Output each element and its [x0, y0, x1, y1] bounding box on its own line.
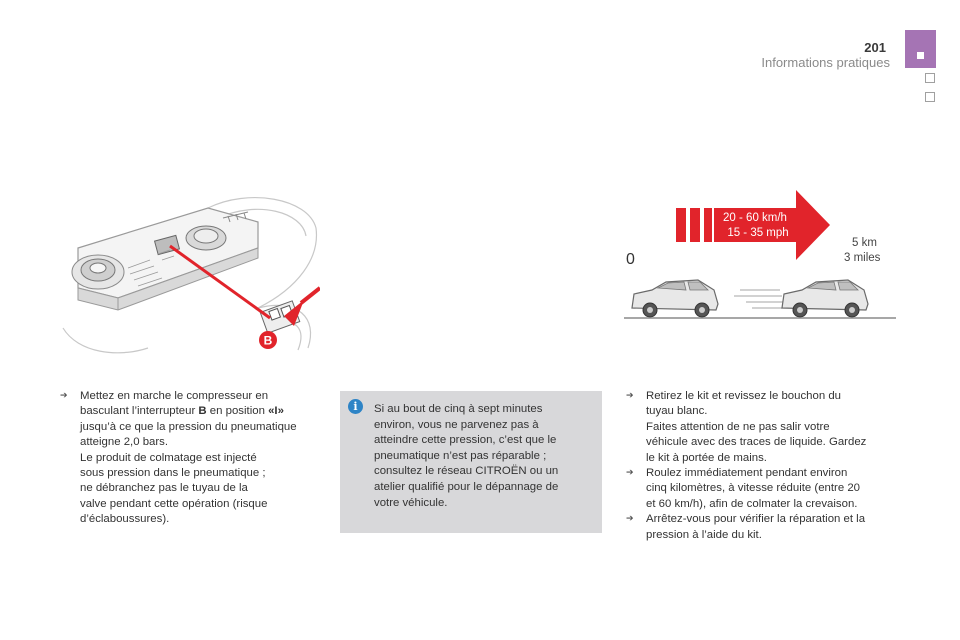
list-item: ➔ Roulez immédiatement pendant environ cinq kilomètres, à vitesse réduite (entre 20 et 60 km/h), afin de colmater la crevaison.	[626, 467, 860, 510]
bullet-arrow-icon: ➔	[626, 468, 634, 479]
list-item: ➔ Mettez en marche le compresseur en basculant l’interrupteur B en position «I» jusqu’à ce que la pression du pneumatique atteigne 2,0 bars. Le produit de colmatage est injecté sous pression dans le pneumatique ; ne débranchez pas le tuyau de la valve pendant cette opération (risque d’éclaboussures).	[60, 390, 297, 526]
note-text: Si au bout de cinq à sept minutes environ, vous ne parvenez pas à atteindre cette pression, c’est que le pneumatique n’est pas réparable ; consultez le réseau CITROËN ou un atelier qualifié pour le dépannage de votre véhicule.	[374, 403, 559, 509]
position-ref: «I»	[268, 405, 284, 418]
motion-lines	[734, 290, 784, 308]
speed-mph: 15 - 35 mph	[727, 227, 789, 239]
info-icon: i	[348, 399, 363, 414]
speed-kmh: 20 - 60 km/h	[723, 212, 787, 224]
bullet-arrow-icon: ➔	[626, 391, 634, 401]
car-stopped-icon	[632, 280, 718, 317]
switch-ref: B	[198, 405, 207, 418]
drive-illustration	[622, 186, 898, 324]
compressor-illustration	[58, 188, 320, 360]
chapter-tab	[925, 73, 935, 83]
bullet-arrow-icon: ➔	[626, 514, 634, 525]
distance-miles: 3 miles	[844, 252, 881, 264]
speed-bar	[676, 208, 686, 242]
left-instructions	[60, 389, 325, 528]
bullet-arrow-icon: ➔	[60, 391, 68, 401]
distance-km: 5 km	[852, 237, 877, 249]
speed-bar	[704, 208, 712, 242]
start-label: 0	[626, 251, 635, 268]
info-note	[340, 391, 602, 533]
switch-label: B	[263, 333, 273, 348]
square-icon	[917, 52, 924, 59]
section-title: Informations pratiques	[761, 55, 890, 70]
compressor-body	[72, 208, 258, 310]
chapter-tab-active	[905, 30, 936, 68]
list-item: ➔ Arrêtez-vous pour vérifier la réparation et la pression à l’aide du kit.	[626, 513, 866, 541]
speed-bar	[690, 208, 700, 242]
page-number: 201	[864, 40, 886, 55]
car-moving-icon	[782, 280, 868, 317]
direction-arrow-icon	[714, 190, 830, 260]
list-item: ➔ Retirez le kit et revissez le bouchon du tuyau blanc. Faites attention de ne pas salir votre véhicule avec des traces de liquide. Gardez le kit à portée de mains.	[626, 390, 867, 464]
chapter-tab	[925, 92, 935, 102]
right-instructions	[626, 389, 894, 543]
